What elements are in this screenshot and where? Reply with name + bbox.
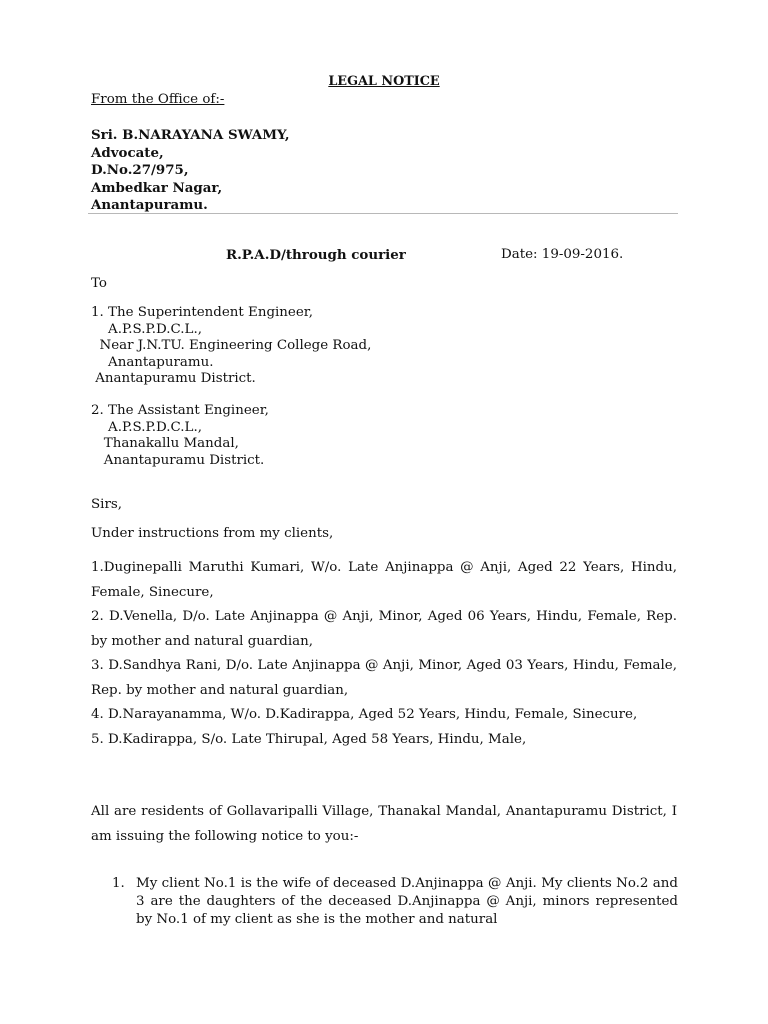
sender-locality: Ambedkar Nagar,: [91, 179, 223, 196]
client-entry: 1.Duginepalli Maruthi Kumari, W/o. Late Anjinappa @ Anji, Aged 22 Years, Hindu, Female, Sinecure,: [91, 560, 677, 600]
dispatch-mode: R.P.A.D/through courier: [226, 247, 406, 263]
sender-door-number: D.No.27/975,: [91, 162, 189, 178]
from-office-label: From the Office of:-: [91, 92, 225, 107]
recipient-1-line: Near J.N.TU. Engineering College Road,: [91, 338, 372, 353]
recipient-2-line: Thanakallu Mandal,: [91, 436, 239, 451]
recipient-2-line: 2. The Assistant Engineer,: [91, 403, 269, 418]
intro-line: Under instructions from my clients,: [91, 526, 334, 541]
recipient-2-line: Anantapuramu District.: [91, 452, 265, 468]
recipient-1-line: A.P.S.P.D.C.L.,: [91, 321, 202, 337]
recipient-1-line: Anantapuramu.: [91, 354, 214, 370]
recipient-1-line: 1. The Superintendent Engineer,: [91, 305, 313, 320]
recipient-address-2: [91, 403, 269, 469]
header-divider: [88, 213, 678, 214]
client-entry: 5. D.Kadirappa, S/o. Late Thirupal, Aged 58 Years, Hindu, Male,: [91, 731, 527, 747]
sender-designation: Advocate,: [91, 144, 164, 161]
client-entry: 2. D.Venella, D/o. Late Anjinappa @ Anji, Minor, Aged 06 Years, Hindu, Female, Rep. by mother and natural guardian,: [91, 609, 677, 649]
recipient-address-1: [91, 305, 371, 388]
recipient-1-line: Anantapuramu District.: [91, 371, 256, 386]
residence-paragraph: All are residents of Gollavaripalli Village, Thanakal Mandal, Anantapuramu District, I am issuing the following notice to you:-: [91, 804, 677, 844]
sender-city: Anantapuramu.: [91, 197, 208, 213]
notice-point-1: [112, 875, 678, 929]
notice-point-text: My client No.1 is the wife of deceased D.Anjinappa @ Anji. My clients No.2 and 3 are the daughters of the deceased D.Anjinappa @ Anji, minors represented by No.1 of my client as she is the mother and natural: [136, 876, 678, 927]
to-label: To: [91, 276, 107, 291]
client-entry: 4. D.Narayanamma, W/o. D.Kadirappa, Aged 52 Years, Hindu, Female, Sinecure,: [91, 707, 638, 722]
notice-date: Date: 19-09-2016.: [501, 247, 624, 262]
sender-name: Sri. B.NARAYANA SWAMY,: [91, 127, 290, 143]
salutation: Sirs,: [91, 497, 122, 512]
clients-list: [91, 556, 677, 752]
document-title: LEGAL NOTICE: [328, 74, 440, 89]
client-entry: 3. D.Sandhya Rani, D/o. Late Anjinappa @ Anji, Minor, Aged 03 Years, Hindu, Female, Rep. by mother and natural guardian,: [91, 658, 677, 698]
notice-point-number: 1.: [112, 876, 125, 891]
recipient-2-line: A.P.S.P.D.C.L.,: [91, 419, 202, 435]
sender-address-block: [91, 127, 290, 215]
